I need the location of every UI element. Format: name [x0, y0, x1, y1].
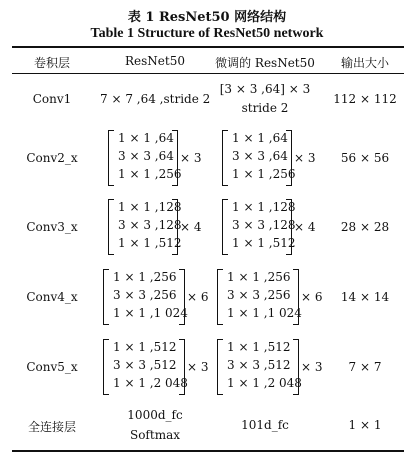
- matrix-row: 1 × 1 ,256: [118, 167, 182, 181]
- header-rule: [12, 73, 404, 74]
- conv2-resnet-matrix: [108, 130, 182, 186]
- matrix-row: 1 × 1 ,256: [227, 270, 291, 284]
- row-name-conv3: Conv3_x: [26, 220, 78, 234]
- matrix-row: 1 × 1 ,256: [113, 270, 177, 284]
- matrix-row: 3 × 3 ,64: [118, 149, 174, 163]
- header-finetuned-resnet50: 微调的 ResNet50: [215, 56, 315, 70]
- matrix-row: 1 × 1 ,128: [232, 200, 296, 214]
- matrix-row: 1 × 1 ,512: [232, 236, 296, 250]
- header-output-size: 输出大小: [340, 56, 389, 70]
- conv3-resnet-matrix: [108, 199, 182, 255]
- conv2-output-size: 56 × 56: [340, 151, 390, 165]
- bracket-left: [222, 199, 228, 255]
- matrix-row: 1 × 1 ,1 024: [227, 306, 302, 320]
- conv5-output-size: 7 × 7: [348, 360, 382, 374]
- conv3-resnet-multiplier: × 4: [180, 220, 202, 234]
- conv1-output-size: 112 × 112: [333, 92, 397, 106]
- matrix-row: 1 × 1 ,64: [118, 131, 174, 145]
- header-layer: 卷积层: [33, 56, 70, 70]
- conv4-resnet-matrix: [103, 269, 188, 325]
- fc-resnet-spec: 1000d_fc: [127, 408, 183, 422]
- matrix-row: 1 × 1 ,2 048: [113, 376, 188, 390]
- matrix-row: 1 × 1 ,2 048: [227, 376, 302, 390]
- matrix-row: 3 × 3 ,512: [113, 358, 177, 372]
- matrix-row: 3 × 3 ,256: [113, 288, 177, 302]
- fc-resnet-softmax: Softmax: [129, 428, 180, 442]
- row-name-fc: 全连接层: [27, 420, 76, 434]
- bracket-left: [217, 269, 223, 325]
- row-name-conv1: Conv1: [32, 92, 72, 106]
- conv2-ft-matrix: [222, 130, 296, 186]
- conv4-output-size: 14 × 14: [340, 290, 390, 304]
- conv2-ft-multiplier: × 3: [294, 151, 316, 165]
- conv5-ft-matrix: [217, 339, 302, 395]
- bracket-left: [222, 130, 228, 186]
- conv5-resnet-multiplier: × 3: [187, 360, 209, 374]
- conv3-output-size: 28 × 28: [340, 220, 390, 234]
- row-name-conv4: Conv4_x: [26, 290, 78, 304]
- bracket-left: [103, 339, 109, 395]
- table-caption-en: Table 1 Structure of ResNet50 network: [90, 26, 324, 41]
- bracket-left: [108, 130, 114, 186]
- conv1-ft-stride: stride 2: [241, 101, 289, 115]
- table-caption-cn: 表 1 ResNet50 网络结构: [127, 10, 287, 25]
- matrix-row: 1 × 1 ,1 024: [113, 306, 188, 320]
- matrix-row: 1 × 1 ,256: [232, 167, 296, 181]
- fc-output-size: 1 × 1: [348, 418, 382, 432]
- bottom-rule: [12, 450, 404, 452]
- matrix-row: 1 × 1 ,512: [113, 340, 177, 354]
- conv3-ft-multiplier: × 4: [294, 220, 316, 234]
- header-resnet50: ResNet50: [125, 54, 185, 68]
- matrix-row: 1 × 1 ,128: [118, 200, 182, 214]
- conv4-ft-matrix: [217, 269, 302, 325]
- conv5-ft-multiplier: × 3: [301, 360, 323, 374]
- bracket-left: [217, 339, 223, 395]
- conv1-ft-spec: [3 × 3 ,64] × 3: [219, 82, 311, 96]
- matrix-row: 1 × 1 ,512: [227, 340, 291, 354]
- matrix-row: 3 × 3 ,256: [227, 288, 291, 302]
- conv4-resnet-multiplier: × 6: [187, 290, 209, 304]
- row-name-conv5: Conv5_x: [26, 360, 78, 374]
- matrix-row: 1 × 1 ,512: [118, 236, 182, 250]
- matrix-row: 3 × 3 ,128: [232, 218, 296, 232]
- conv1-resnet-spec: 7 × 7 ,64 ,stride 2: [100, 92, 211, 106]
- row-name-conv2: Conv2_x: [26, 151, 78, 165]
- bracket-left: [108, 199, 114, 255]
- bracket-left: [103, 269, 109, 325]
- conv5-resnet-matrix: [103, 339, 188, 395]
- conv2-resnet-multiplier: × 3: [180, 151, 202, 165]
- matrix-row: 3 × 3 ,512: [227, 358, 291, 372]
- fc-ft-spec: 101d_fc: [241, 418, 289, 432]
- top-rule: [12, 46, 404, 48]
- conv4-ft-multiplier: × 6: [301, 290, 323, 304]
- conv3-ft-matrix: [222, 199, 296, 255]
- matrix-row: 3 × 3 ,64: [232, 149, 288, 163]
- matrix-row: 3 × 3 ,128: [118, 218, 182, 232]
- matrix-row: 1 × 1 ,64: [232, 131, 288, 145]
